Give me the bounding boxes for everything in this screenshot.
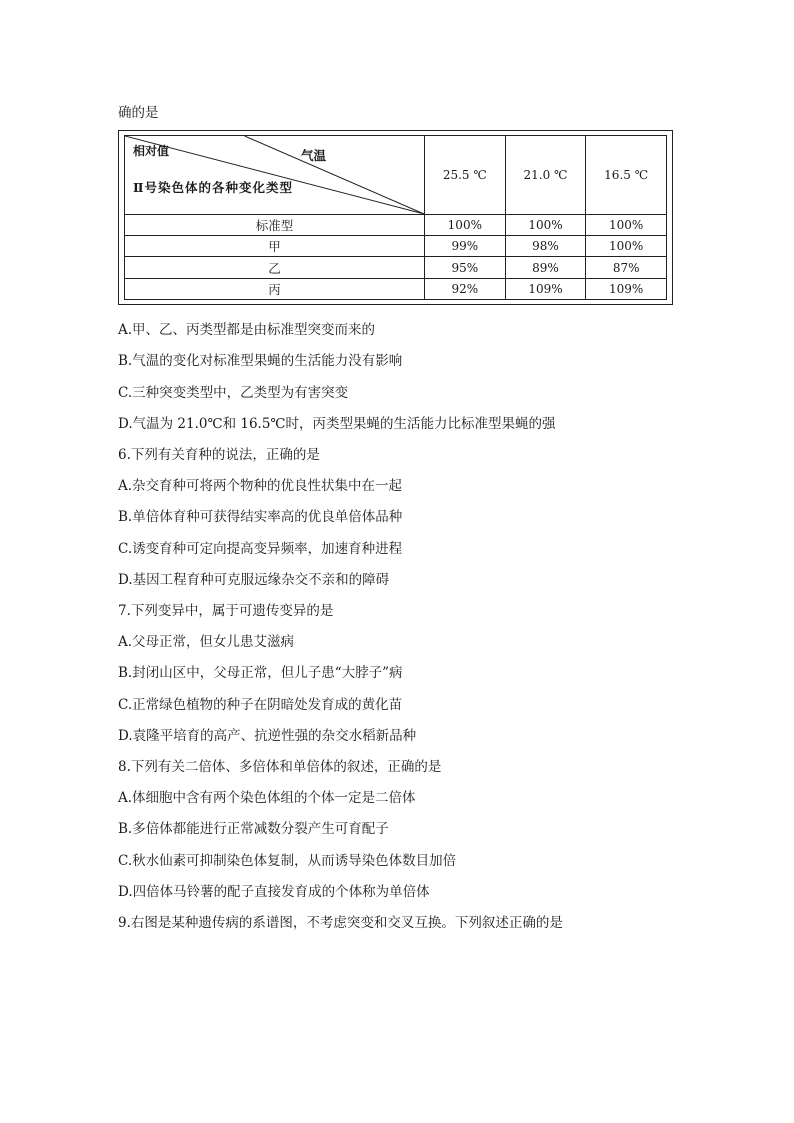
- table-row: [125, 278, 667, 299]
- header-temp-1: 25.5 ℃: [425, 136, 506, 215]
- question-7: 7.下列变异中，属于可遗传变异的是: [118, 603, 334, 619]
- header-temp-3: 16.5 ℃: [586, 136, 667, 215]
- header-relative-value: 相对值: [133, 144, 170, 158]
- table-cell: 87%: [586, 257, 667, 278]
- question-8: 8.下列有关二倍体、多倍体和单倍体的叙述，正确的是: [118, 759, 442, 775]
- option-a: A.甲、乙、丙类型都是由标准型突变而来的: [118, 322, 376, 338]
- row-label: 甲: [125, 236, 425, 257]
- table-cell: 95%: [425, 257, 506, 278]
- option-d: D.袁隆平培育的高产、抗逆性强的杂交水稻新品种: [118, 728, 417, 744]
- table-cell: 100%: [586, 214, 667, 235]
- option-d: D.气温为 21.0℃和 16.5℃时，丙类型果蝇的生活能力比标准型果蝇的强: [118, 416, 556, 432]
- header-temp-2: 21.0 ℃: [505, 136, 586, 215]
- table-cell: 100%: [586, 236, 667, 257]
- row-label: 标准型: [125, 214, 425, 235]
- table-row: [125, 214, 667, 235]
- table-row: [125, 257, 667, 278]
- option-c: C.秋水仙素可抑制染色体复制，从而诱导染色体数目加倍: [118, 853, 457, 869]
- option-b: B.气温的变化对标准型果蝇的生活能力没有影响: [118, 353, 403, 369]
- row-label: 乙: [125, 257, 425, 278]
- option-c: C.正常绿色植物的种子在阴暗处发育成的黄化苗: [118, 697, 403, 713]
- table-cell: 89%: [505, 257, 586, 278]
- question-6: 6.下列有关育种的说法，正确的是: [118, 447, 320, 463]
- data-table-frame: [118, 130, 673, 305]
- option-d: D.基因工程育种可克服远缘杂交不亲和的障碍: [118, 572, 390, 588]
- table-cell: 98%: [505, 236, 586, 257]
- table-cell: 99%: [425, 236, 506, 257]
- table-cell: 100%: [425, 214, 506, 235]
- option-b: B.封闭山区中，父母正常，但儿子患“大脖子”病: [118, 665, 403, 681]
- option-a: A.体细胞中含有两个染色体组的个体一定是二倍体: [118, 790, 416, 806]
- option-c: C.诱变育种可定向提高变异频率，加速育种进程: [118, 541, 403, 557]
- row-label: 丙: [125, 278, 425, 299]
- option-d: D.四倍体马铃薯的配子直接发育成的个体称为单倍体: [118, 884, 430, 900]
- table-cell: 92%: [425, 278, 506, 299]
- header-temperature: 气温: [301, 148, 327, 163]
- data-table: [124, 135, 667, 300]
- table-header-row: [125, 136, 667, 215]
- option-a: A.父母正常，但女儿患艾滋病: [118, 634, 295, 650]
- option-b: B.单倍体育种可获得结实率高的优良单倍体品种: [118, 509, 403, 525]
- question-9: 9.右图是某种遗传病的系谱图，不考虑突变和交叉互换。下列叙述正确的是: [118, 915, 563, 931]
- diagonal-header-cell: [125, 136, 425, 215]
- header-variation-type: Ⅱ号染色体的各种变化类型: [133, 180, 294, 195]
- option-a: A.杂交育种可将两个物种的优良性状集中在一起: [118, 478, 403, 494]
- question-intro: 确的是: [118, 105, 159, 121]
- table-cell: 109%: [586, 278, 667, 299]
- table-row: [125, 236, 667, 257]
- diagonal-lines: [125, 136, 424, 214]
- table-cell: 109%: [505, 278, 586, 299]
- table-cell: 100%: [505, 214, 586, 235]
- option-b: B.多倍体都能进行正常减数分裂产生可育配子: [118, 821, 389, 837]
- option-c: C.三种突变类型中，乙类型为有害突变: [118, 385, 349, 401]
